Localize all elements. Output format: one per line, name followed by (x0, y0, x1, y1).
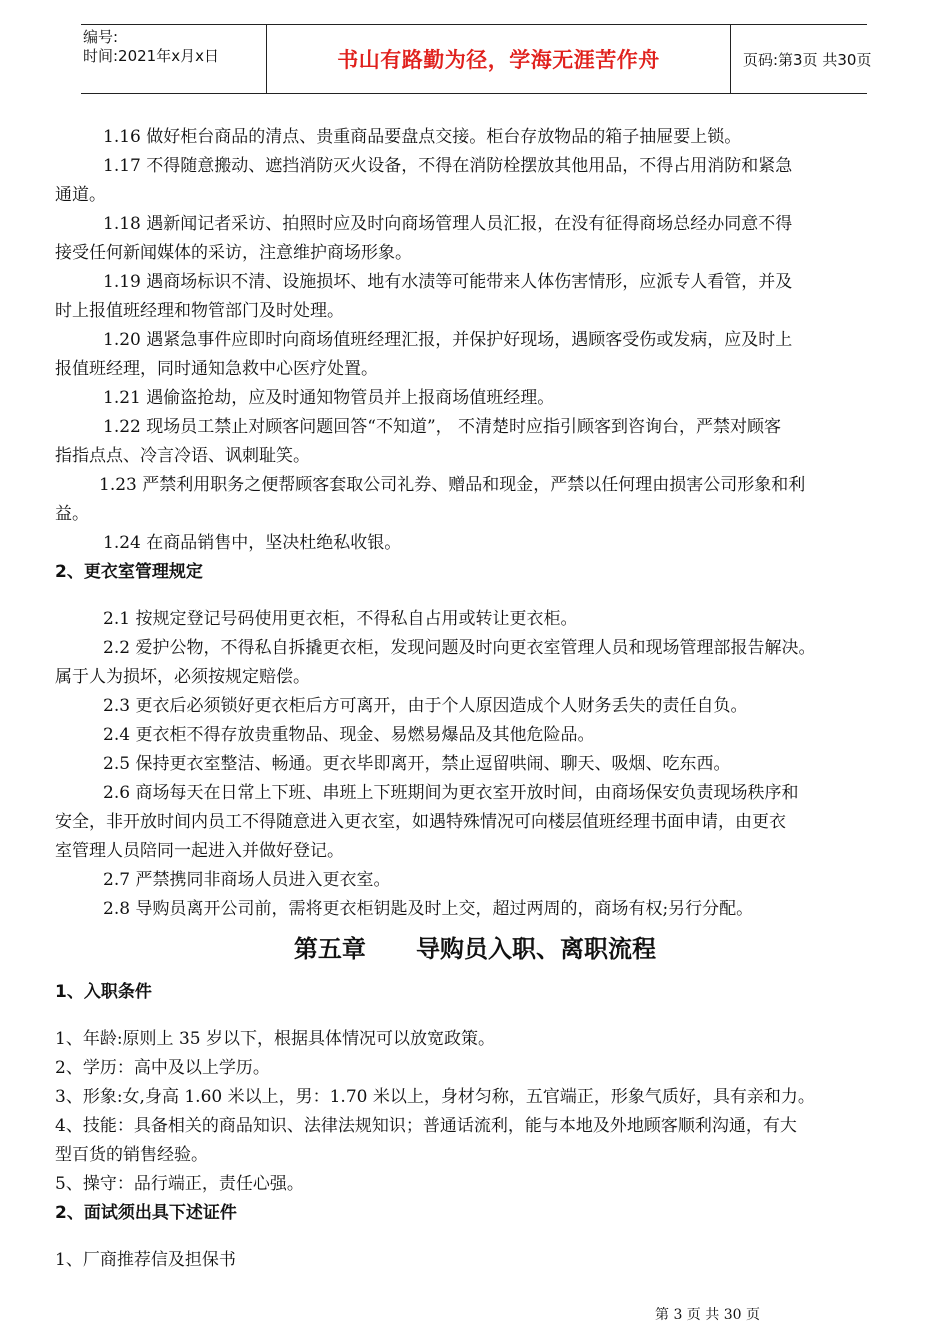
rule-2-6-cont2: 室管理人员陪同一起进入并做好登记。 (55, 841, 344, 861)
section-heading-locker: 2、更衣室管理规定 (55, 562, 203, 582)
entry-skills: 4、技能：具备相关的商品知识、法律法规知识；普通话流利，能与本地及外地顾客顺利沟通，有大 (55, 1116, 797, 1136)
rule-1-16: 1.16 做好柜台商品的清点、贵重商品要盘点交接。柜台存放物品的箱子抽屉要上锁。 (103, 127, 742, 147)
rule-2-4: 2.4 更衣柜不得存放贵重物品、现金、易燃易爆品及其他危险品。 (103, 725, 595, 745)
rule-2-2-cont: 属于人为损坏，必须按规定赔偿。 (55, 667, 310, 687)
rule-2-5: 2.5 保持更衣室整洁、畅通。更衣毕即离开，禁止逗留哄闹、聊天、吸烟、吃东西。 (103, 754, 731, 774)
rule-1-20: 1.20 遇紧急事件应即时向商场值班经理汇报，并保护好现场，遇顾客受伤或发病，应及时上 (103, 330, 793, 350)
entry-conduct: 5、操守：品行端正，责任心强。 (55, 1174, 304, 1194)
rule-1-24: 1.24 在商品销售中，坚决杜绝私收银。 (103, 533, 402, 553)
rule-1-17: 1.17 不得随意搬动、遮挡消防灭火设备，不得在消防栓摆放其他用品，不得占用消防和紧急 (103, 156, 793, 176)
header-page-info: 页码:第3页 共30页 (743, 50, 872, 69)
entry-age: 1、年龄:原则上 35 岁以下，根据具体情况可以放宽政策。 (55, 1029, 495, 1049)
rule-1-19-cont: 时上报值班经理和物管部门及时处理。 (55, 301, 344, 321)
rule-2-7: 2.7 严禁携同非商场人员进入更衣室。 (103, 870, 391, 890)
rule-1-20-cont: 报值班经理，同时通知急救中心医疗处置。 (55, 359, 378, 379)
page-footer (0, 1304, 950, 1324)
chapter-title: 第五章 导购员入职、离职流程 (293, 935, 657, 963)
rule-2-6-cont: 安全，非开放时间内员工不得随意进入更衣室，如遇特殊情况可向楼层值班经理书面申请，由更衣 (55, 812, 786, 832)
number-label: 编号: (83, 28, 119, 46)
rule-2-2: 2.2 爱护公物，不得私自拆撬更衣柜，发现问题及时向更衣室管理人员和现场管理部报告解决。 (103, 638, 816, 658)
rule-2-6: 2.6 商场每天在日常上下班、串班上下班期间为更衣室开放时间，由商场保安负责现场秩序和 (103, 783, 799, 803)
docs-item-1: 1、厂商推荐信及担保书 (55, 1250, 236, 1270)
rule-1-18-cont: 接受任何新闻媒体的采访，注意维护商场形象。 (55, 243, 412, 263)
header-motto: 书山有路勤为径，学海无涯苦作舟 (267, 25, 731, 93)
header-meta (81, 25, 267, 93)
rule-1-19: 1.19 遇商场标识不清、设施损坏、地有水渍等可能带来人体伤害情形，应派专人看管，并及 (103, 272, 793, 292)
rule-1-22-cont: 指指点点、冷言冷语、讽刺耻笑。 (55, 446, 310, 466)
entry-appearance: 3、形象:女,身高 1.60 米以上，男：1.70 米以上，身材匀称，五官端正，形象气质好，具有亲和力。 (55, 1087, 815, 1107)
rule-2-3: 2.3 更衣后必须锁好更衣柜后方可离开，由于个人原因造成个人财务丢失的责任自负。 (103, 696, 748, 716)
section-heading-entry: 1、入职条件 (55, 982, 152, 1002)
rule-1-23-cont: 益。 (55, 504, 89, 524)
rule-2-1: 2.1 按规定登记号码使用更衣柜，不得私自占用或转让更衣柜。 (103, 609, 578, 629)
rule-1-21: 1.21 遇偷盗抢劫，应及时通知物管员并上报商场值班经理。 (103, 388, 555, 408)
rule-1-23: 1.23 严禁利用职务之便帮顾客套取公司礼券、赠品和现金，严禁以任何理由损害公司形象和利 (99, 475, 806, 495)
page-header (81, 24, 872, 94)
entry-education: 2、学历：高中及以上学历。 (55, 1058, 270, 1078)
rule-1-22: 1.22 现场员工禁止对顾客问题回答“不知道”， 不清楚时应指引顾客到咨询台，严禁对顾客 (103, 417, 782, 437)
footer-page-number: 第 3 页 共 30 页 (655, 1307, 760, 1323)
section-heading-documents: 2、面试须出具下述证件 (55, 1203, 237, 1223)
entry-skills-cont: 型百货的销售经验。 (55, 1145, 208, 1165)
rule-2-8: 2.8 导购员离开公司前，需将更衣柜钥匙及时上交，超过两周的，商场有权;另行分配。 (103, 899, 754, 919)
rule-1-18: 1.18 遇新闻记者采访、拍照时应及时向商场管理人员汇报，在没有征得商场总经办同意不得 (103, 214, 793, 234)
time-label: 时间:2021年x月x日 (83, 47, 219, 65)
rule-1-17-cont: 通道。 (55, 185, 106, 205)
document-body (55, 123, 895, 1275)
